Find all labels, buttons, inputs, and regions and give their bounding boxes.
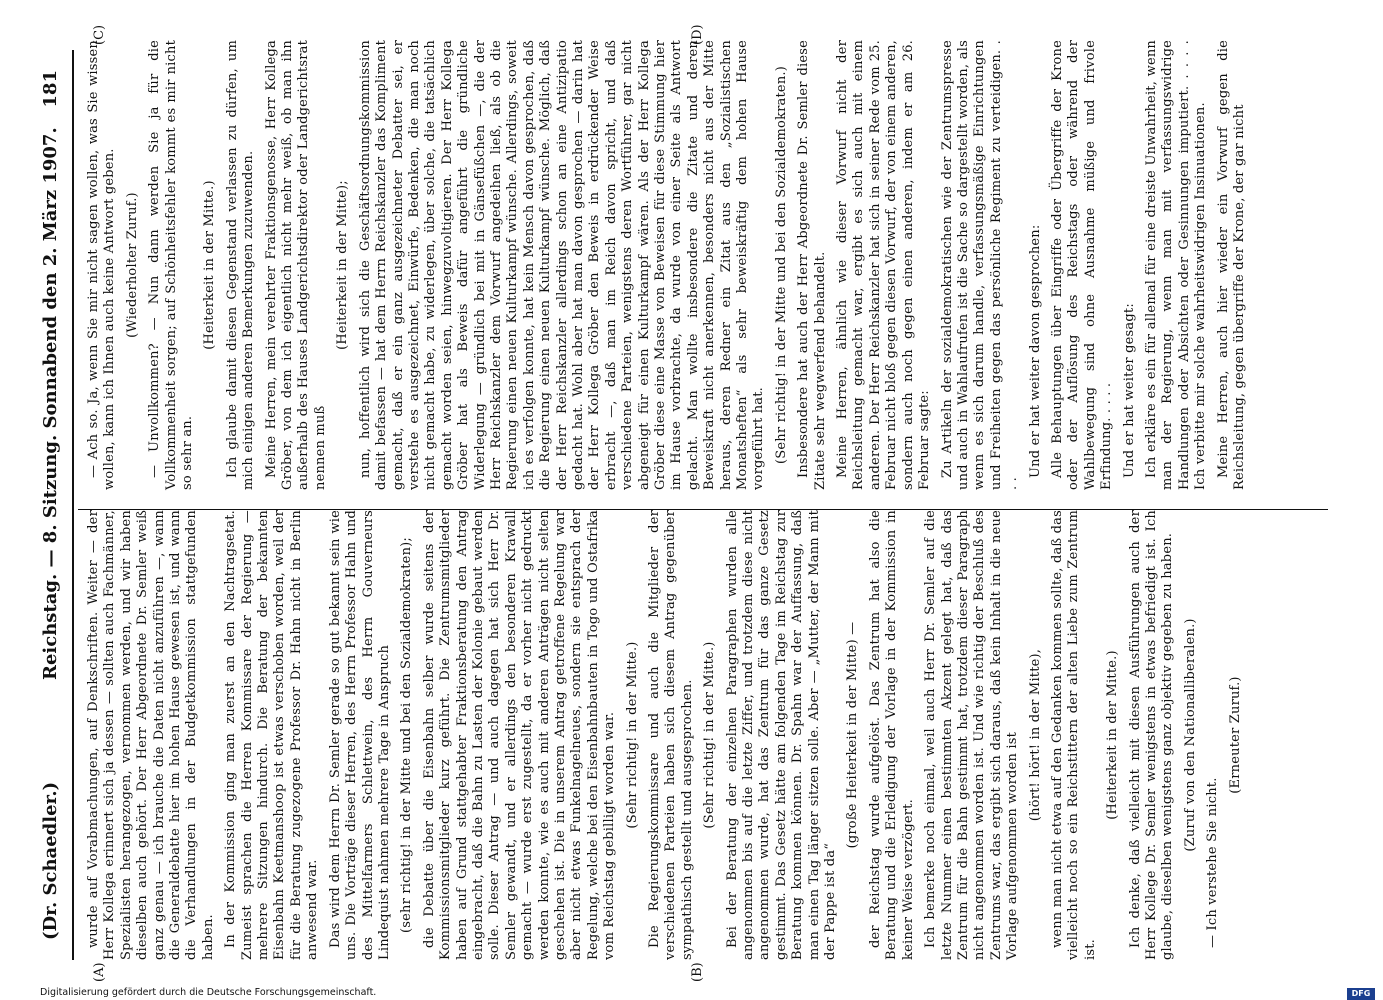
text-paragraph: Meine Herren, ähnlich wie dieser Vorwurf nicht der Reichsleitung gemacht war, ergibt es sich auch mit einem anderen. Der Herr Reichskanzler hat sich in seiner Rede vom 25. Februar nicht bloß gegen diesen Vorwurf, der von einem anderen, sondern auch noch gegen einen anderen, indem er am 26. Februar sagte: — [835, 40, 933, 490]
text-paragraph: (Wiederholter Zuruf.) — [124, 192, 140, 338]
text-paragraph: — Ach so. Ja, wenn Sie mir nicht sagen wollen, was Sie wissen wollen, kann ich Ihnen auch keine Antwort geben. — [86, 40, 118, 490]
text-paragraph: Ich glaube damit diesen Gegenstand verlassen zu dürfen, um mich einigen anderen Bemerkungen zuzuwenden. — [224, 40, 257, 490]
text-paragraph: Und er hat weiter gesagt: — [1121, 303, 1137, 478]
text-paragraph: In der Kommission ging man zuerst an den Nachtragsetat. Zumeist sprachen die Herren Kommissare der Regierung — mehrere Sitzungen hindurch. Die Beratung der bekannten Eisenbahn Keetmanshoop ist etwas verschoben worden, weil der für die Beratung zugezogene Professor Dr. Hahn nicht in Berlin anwesend war. — [223, 510, 321, 960]
text-paragraph: (Heiterkeit in der Mitte.) — [202, 180, 218, 350]
text-paragraph: die Debatte über die Eisenbahn selber wurde seitens der Kommissionsmitglieder kurz geführt. Die Zentrumsmitglieder haben auf Grund stattgehabter Fraktionsberatung den Antrag eingebracht, daß die Bahn zu Lasten der Kolonie gebaut werden solle. Dieser Antrag — und auch dagegen hat sich Herr Dr. Semler gewandt, und er allerdings den besonderen Krawall gemacht — wurde erst zugestellt, da er vorher nicht gedruckt werden konnte, wie es auch mit anderen Anträgen nicht selten geschehen ist. Die in unserem Antrag getroffene Regelung war aber nicht etwas Funkelnagelneues, sondern sie entsprach der Regelung, welche bei den Eisenbahnbauten in Togo und Ostafrika vom Reichstag gebilligt worden war. — [421, 510, 618, 960]
left-text-column — [86, 510, 1250, 960]
text-paragraph: wurde auf Vorabmachungen, auf Denkschriften. Weiter — der Herr Kollega erinnert sich ja dessen — sollten auch Fachmänner, Spezialisten herangezogen, vernommen werden, und wir haben dieselben auch gehört. Der Herr Abgeordnete Dr. Semler weiß ganz genau — ich brauche die Daten nicht anzuführen —, wann die Generaldebatte hier im hohen Hause gewesen ist, und wann die Verhandlungen in der Budgetkommission stattgefunden haben. — [86, 510, 216, 960]
text-paragraph: Alle Behauptungen über Eingriffe oder Übergriffe der Krone oder der Auflösung des Reichstags oder während der Wahlbewegung sind ohne Ausnahme müßige und frivole Erfindung. . . . . — [1049, 40, 1115, 490]
text-paragraph: (Erneuter Zuruf.) — [1227, 676, 1243, 794]
margin-mark-c: (C) — [92, 24, 107, 45]
text-paragraph: (Sehr richtig! in der Mitte und bei den Sozialdemokraten.) — [773, 65, 789, 465]
text-paragraph: Ich bemerke noch einmal, weil auch Herr Dr. Semler auf die letzte Nummer einen bestimmten Akzent gelegt hat, daß das Zentrum für die Bahn gestimmt hat, trotzdem dieser Paragraph nicht angenommen worden ist. Und wie richtig der Beschluß des Zentrums war, das ergibt sich daraus, daß kein Inhalt in die neue Vorlage aufgenommen worden ist — [923, 510, 1021, 960]
text-paragraph: Ich denke, daß vielleicht mit diesen Ausführungen auch der Herr Kollege Dr. Semler wenigstens in etwas befriedigt ist. Ich glaube, dieselben wenigstens ganz objektiv gegeben zu haben. — [1127, 510, 1176, 960]
text-paragraph: (Sehr richtig! in der Mitte.) — [702, 641, 718, 829]
digitization-credit: Digitalisierung gefördert durch die Deutsche Forschungsgemeinschaft. — [40, 987, 377, 998]
margin-mark-b: (B) — [690, 962, 705, 982]
margin-mark-a: (A) — [92, 962, 107, 982]
text-paragraph: (große Heiterkeit in der Mitte) — — [845, 621, 861, 849]
text-paragraph: Bei der Beratung der einzelnen Paragraphen wurden alle angenommen bis auf die letzte Ziffer, und trotzdem diese nicht angenommen wurde, hat das Zentrum für das ganze Gesetz gestimmt. Das Gesetz hätte am folgenden Tage im Reichstag zur Beratung kommen können. Dr. Spahn war der Auffassung, daß man einen Tag länger sitzen solle. Aber — „Mutter, der Mann mit der Pappe ist da“ — [724, 510, 839, 960]
text-paragraph: (Zuruf von den Nationalliberalen.) — [1182, 618, 1198, 852]
dfg-logo: DFG — [1347, 988, 1375, 1000]
text-paragraph: wenn man nicht etwa auf den Gedanken kommen sollte, daß das vielleicht noch so ein Reichstittern der alten Liebe zum Zentrum ist. — [1049, 510, 1098, 960]
text-paragraph: Insbesondere hat auch der Herr Abgeordnete Dr. Semler diese Zitate sehr wegwerfend behandelt. — [796, 40, 828, 490]
text-paragraph: — Ich verstehe Sie nicht. — [1205, 777, 1221, 948]
text-paragraph: Die Regierungskommissare und auch die Mitglieder der verschiedenen Parteien haben sich diesem Antrag gegenüber sympathisch gestellt und ausgesprochen. — [647, 510, 695, 960]
text-paragraph: (Heiterkeit in der Mitte.) — [1105, 650, 1121, 820]
header-rule — [72, 50, 74, 960]
text-paragraph: Ich erkläre es ein für allemal für eine dreiste Unwahrheit, wenn man der Regierung, wenn man mit verfassungswidrige Handlungen oder Absichten oder Gesinnungen imputiert. . . . . Ich verbitte mir solche wahrheitswidrigen Insinuationen. — [1143, 40, 1209, 490]
text-paragraph: Und er hat weiter davon gesprochen: — [1027, 224, 1043, 478]
right-text-column — [86, 40, 1254, 490]
text-paragraph: Meine Herren, mein verehrter Fraktionsgenosse, Herr Kollega Gröber, von dem ich eigentlich nicht mehr weiß, ob man ihn außerhalb des Hauses Landgerichtsdirektor oder Landgerichtsrat nennen muß — [263, 40, 328, 490]
text-paragraph: (Sehr richtig! in der Mitte.) — [624, 641, 640, 829]
header-speaker-reference: (Dr. Schaedler.) — [40, 781, 61, 940]
text-paragraph: (hört! hört! in der Mitte), — [1027, 648, 1043, 822]
text-paragraph: der Reichstag wurde aufgelöst. Das Zentrum hat also die Beratung und die Erledigung der Vorlage in der Kommission in keiner Weise verzögert. — [867, 510, 916, 960]
text-paragraph: Meine Herren, auch hier wieder ein Vorwurf gegen die Reichsleitung, gegen übergriffe der Krone, der gar nicht — [1215, 40, 1247, 490]
text-paragraph: (Heiterkeit in der Mitte); — [335, 180, 351, 350]
column-divider — [78, 509, 1328, 510]
text-paragraph: (sehr richtig! in der Mitte und bei den Sozialdemokraten); — [399, 536, 415, 934]
header-running-title: Reichstag. — 8. Sitzung. Sonnabend den 2. März 1907. — [40, 127, 61, 680]
text-paragraph: nun, hoffentlich wird sich die Geschäftsordnungskommission damit befassen — hat dem Herrn Reichskanzler das Kompliment gemacht, daß er ein ganz ausgezeichneter Debatter sei, er verstehe es ausgezeichnet, Einwürfe, Bedenken, die man noch nicht gemacht habe, zu widerlegen, über solche, die tatsächlich gemacht worden seien, hinwegzuvoltigieren. Der Herr Kollega Gröber hat als Beweis dafür angeführt die gründliche Widerlegung — gründlich bei mit in Gänsefüßchen —, die der Herr Reichskanzler dem Vorwurf angedeihen ließ, als ob die Regierung einen neuen Kulturkampf wünsche. Allerdings, soweit ich es verfolgen konnte, hat kein Mensch davon gesprochen, daß die Regierung einen neuen Kulturkampf wünsche. Möglich, daß der Herr Reichskanzler allerdings schon an eine Antizipatio gedacht hat. Wohl aber hat man davon gesprochen — darin hat der Herr Kollega Gröber den Beweis in erdrückender Weise erbracht —, daß man im Reich davon spricht, und daß verschiedene Parteien, wenigstens deren Wortführer, gar nicht abgeneigt für einen Kulturkampf wären. Als der Herr Kollega Gröber diese eine Masse von Beweisen für diese Stimmung hier im Hause vorbrachte, da wurde von einer Seite als Antwort gelacht. Man wollte insbesondere die Zitate und deren Beweiskraft nicht anerkennen, besonders nicht aus der Mitte heraus, deren Redner ein Zitat aus den „Sozialistischen Monatsheften“ als sehr beweiskräftig dem hohen Hause vorgeführt hat. — [357, 40, 767, 490]
margin-mark-d: (D) — [690, 24, 705, 45]
text-paragraph: Zu Artikeln der sozialdemokratischen wie der Zentrumspresse und auch in Wahlaufrufen ist die Sache so dargestellt worden, als wenn es sich darum handle, verfassungsmäßige Einrichtungen und Freiheiten gegen das persönliche Regiment zu verteidigen. . . . — [939, 40, 1021, 490]
text-paragraph: Das wird dem Herrn Dr. Semler gerade so gut bekannt sein wie uns. Die Vorträge dieser Herren, des Herrn Professor Hahn und des Mittelfarmers Schlettwein, des Herrn Gouverneurs Lindequist nahmen mehrere Tage in Anspruch — [327, 510, 392, 960]
page-number: 181 — [40, 70, 61, 108]
text-paragraph: — Unvollkommen? — Nun dann werden Sie ja für die Vollkommenheit sorgen; auf Schönheitsfehler kommt es mir nicht so sehr an. — [147, 40, 196, 490]
